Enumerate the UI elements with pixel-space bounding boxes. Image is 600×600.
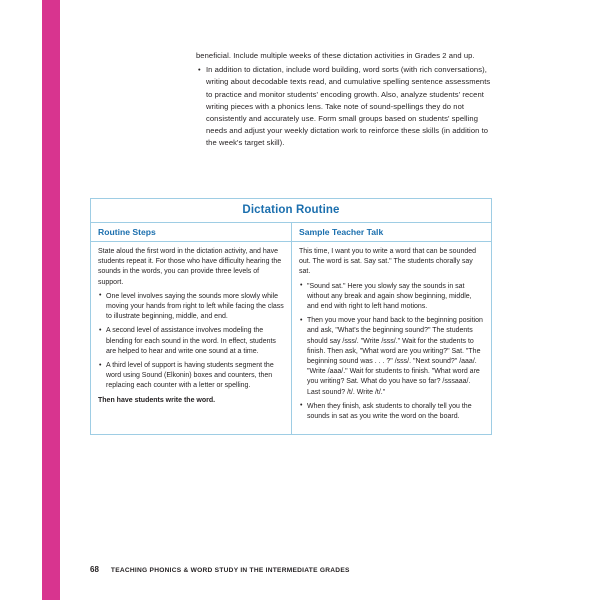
- list-item: • One level involves saying the sounds more slowly while moving your hands from right to left while facing the class to illustrate beginning, middle, and end.: [98, 292, 284, 323]
- intro-paragraph: beneficial. Include multiple weeks of these dictation activities in Grades 2 and up.: [196, 51, 475, 60]
- table-title: Dictation Routine: [91, 199, 491, 223]
- routine-steps-bullet-list: [98, 292, 284, 392]
- list-item: • "Sound sat." Here you slowly say the sounds in sat without any break and again show beginning, middle, and end with right to left hand motions.: [299, 282, 484, 313]
- sample-teacher-talk-cell: [292, 242, 491, 434]
- teacher-talk-intro: This time, I want you to write a word that can be sounded out. The word is sat. Say sat." The students chorally say sat.: [299, 248, 477, 276]
- list-item: • Then you move your hand back to the beginning position and ask, "What's the beginning sound?" The students should say /sss/. "Write /sss/." Wait for the students to finish. Then ask, "What word are you writing?" Sat. "The beginning sound was . . . ?" /sss/. "Next sound?" /aaa/. "Write /aaa/." Wait for students to finish. "What word are you writing? Sat. What do you have so far? /sssaaa/. Last sound? /t/. Write /t/.": [299, 316, 484, 398]
- body-bullet-list: [196, 64, 492, 149]
- routine-steps-cell: [91, 242, 292, 434]
- body-content: [196, 50, 492, 151]
- list-item: • A third level of support is having students segment the word using Sound (Elkonin) boxes and counters, then replacing each counter with a letter or spelling.: [98, 361, 284, 392]
- page-accent-bar: [42, 0, 60, 600]
- list-item: • In addition to dictation, include word building, word sorts (with rich conversations), writing about decodable texts read, and cumulative spelling sentence assessments to practice and monitor students' encoding growth. Also, analyze students' recent writing pieces with a phonics lens. Take note of sound-spellings they do not consistently and accurately use. Form small groups based on students' spelling needs and adjust your weekly dictation work to reinforce these skills (in addition to the week's target skill).: [196, 64, 492, 149]
- running-head: TEACHING PHONICS & WORD STUDY IN THE INTERMEDIATE GRADES: [110, 567, 350, 574]
- table-header-row: [91, 223, 491, 242]
- column-header-sample-teacher-talk: Sample Teacher Talk: [299, 227, 384, 237]
- list-item: • A second level of assistance involves modeling the blending for each sound in the word. In effect, students are helped to hear and write one sound at a time.: [98, 326, 284, 357]
- table-body-row: [91, 242, 491, 434]
- teacher-talk-bullet-list: [299, 282, 484, 423]
- dictation-routine-table: [90, 198, 492, 435]
- routine-steps-intro: State aloud the first word in the dictation activity, and have students repeat it. For those who have difficulty hearing the sounds in the words, you can provide three levels of support.: [98, 248, 282, 286]
- column-header-routine-steps: Routine Steps: [91, 223, 292, 241]
- page-number: 68: [90, 565, 99, 574]
- page-footer: [90, 565, 350, 574]
- routine-steps-closing: Then have students write the word.: [98, 396, 216, 404]
- list-item: • When they finish, ask students to chorally tell you the sounds in sat as you write the word on the board.: [299, 402, 484, 422]
